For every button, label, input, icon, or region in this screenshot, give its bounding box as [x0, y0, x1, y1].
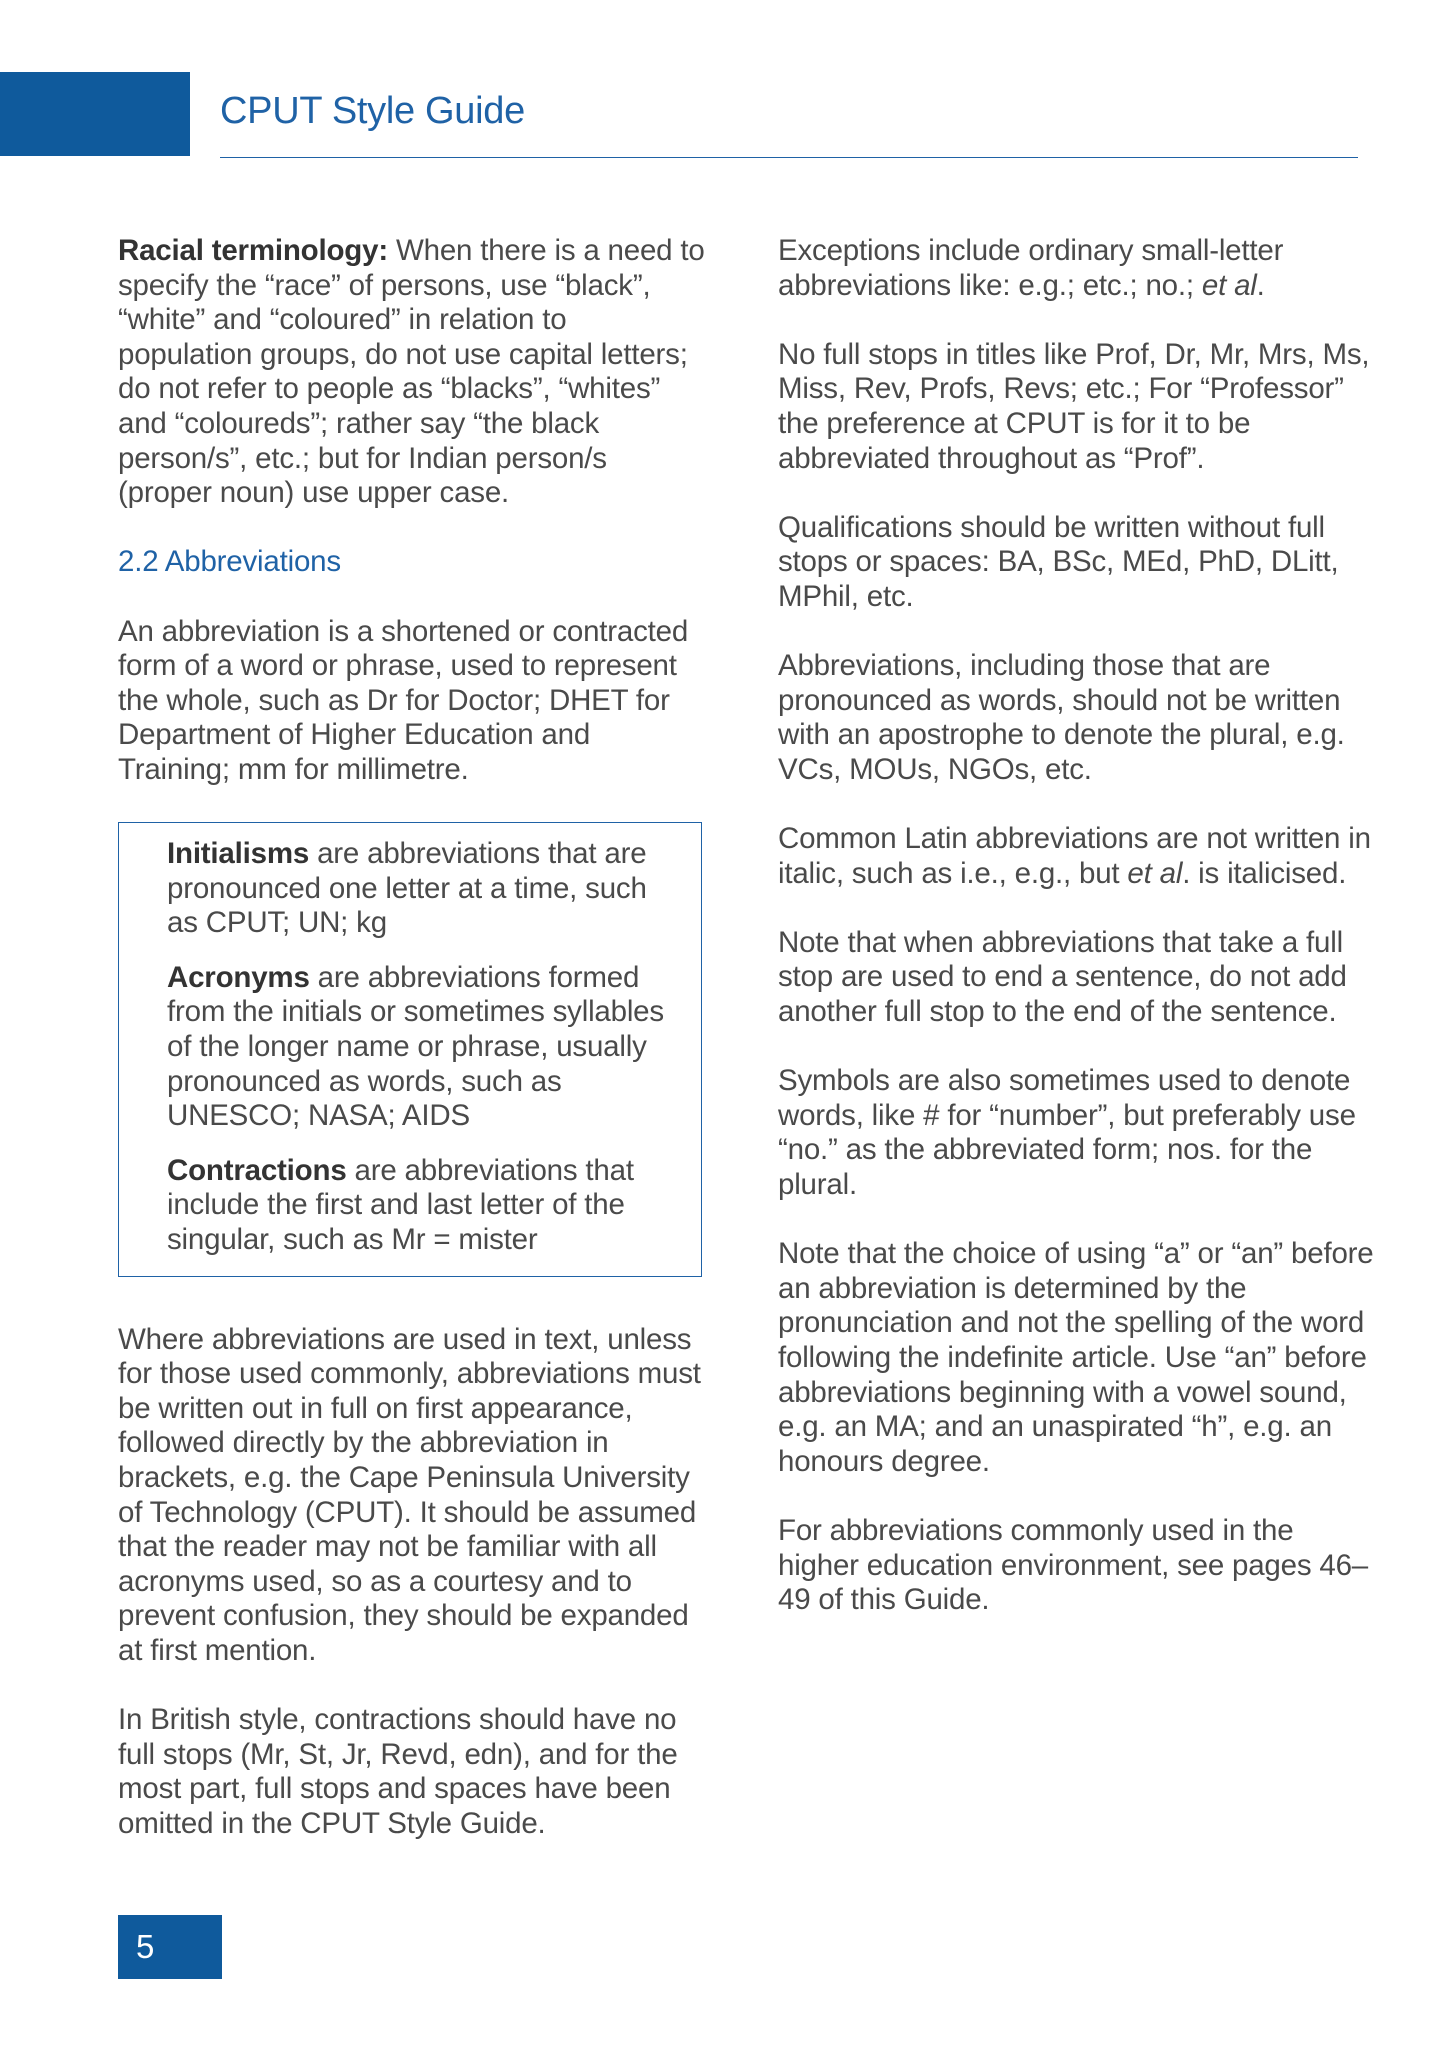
exceptions-text-end: . [1256, 268, 1265, 302]
right-column [778, 234, 1378, 1652]
contractions-definition [167, 1154, 681, 1258]
page-number: 5 [118, 1915, 222, 1979]
acronyms-definition [167, 961, 681, 1134]
term-acronyms: Acronyms [167, 960, 310, 994]
see-pages-paragraph: For abbreviations commonly used in the higher education environment, see pages 46–49 of this Guide. [778, 1513, 1369, 1617]
term-contractions: Contractions [167, 1153, 347, 1187]
et-al-italic: et al [1127, 856, 1183, 890]
latin-text: Common Latin abbreviations are not written in italic, such as i.e., e.g., but [778, 822, 1371, 890]
symbols-paragraph: Symbols are also sometimes used to denote words, like # for “number”, but preferably use “no.” as the abbreviated form; nos. for the plural. [778, 1064, 1356, 1202]
acronyms-text: are abbreviations formed from the initials or sometimes syllables of the longer name or phrase, usually pronounced as words, such as UNESCO; NASA; AIDS [167, 960, 664, 1133]
titles-paragraph: No full stops in titles like Prof, Dr, Mr, Mrs, Ms, Miss, Rev, Profs, Revs; etc.; For “Professor” the preference at CPUT is for it to be abbreviated throughout as “Prof”. [778, 337, 1370, 475]
section-heading-abbreviations: 2.2 Abbreviations [118, 545, 341, 579]
racial-terminology-text: When there is a need to specify the “race” of persons, use “black”, “white” and “coloured” in relation to population groups, do not use capital letters; do not refer to people as “blacks”, “whites” and “coloureds”; rather say “the black person/s”, etc.; but for Indian person/s (proper noun) use upper case. [118, 234, 705, 510]
initialisms-text: are abbreviations that are pronounced one letter at a time, such as CPUT; UN; kg [167, 837, 647, 940]
qualifications-paragraph: Qualifications should be written without full stops or spaces: BA, BSc, MEd, PhD, DLitt, MPhil, etc. [778, 510, 1339, 613]
header-divider [220, 157, 1358, 158]
sentence-end-paragraph: Note that when abbreviations that take a full stop are used to end a sentence, do not add another full stop to the end of the sentence. [778, 925, 1347, 1029]
abbreviation-definition-paragraph: An abbreviation is a shortened or contracted form of a word or phrase, used to represent the whole, such as Dr for Doctor; DHET for Department of Higher Education and Training; mm for millimetre. [118, 614, 689, 786]
british-style-paragraph: In British style, contractions should have no full stops (Mr, St, Jr, Revd, edn), and for the most part, full stops and spaces have been omitted in the CPUT Style Guide. [118, 1703, 678, 1840]
et-al-italic: et al [1201, 268, 1257, 302]
a-or-an-paragraph: Note that the choice of using “a” or “an” before an abbreviation is determined by the pronunciation and not the spelling of the word following the indefinite article. Use “an” before abbreviations beginning with a vowel sound, e.g. an MA; and an unaspirated “h”, e.g. an honours degree. [778, 1237, 1374, 1478]
initialisms-definition [167, 837, 681, 941]
header-accent-block [0, 72, 190, 156]
racial-terminology-paragraph [118, 234, 708, 511]
first-mention-paragraph: Where abbreviations are used in text, unless for those used commonly, abbreviations must be written out in full on first appearance, followed directly by the abbreviation in brackets, e.g. the Cape Peninsula University of Technology (CPUT). It should be assumed that the reader may not be familiar with all acronyms used, so as a courtesy and to prevent confusion, they should be expanded at first mention. [118, 1322, 701, 1667]
latin-abbreviations-paragraph [778, 822, 1378, 891]
definitions-box [118, 822, 702, 1277]
contractions-text: are abbreviations that include the first and last letter of the singular, such as Mr = mister [167, 1153, 634, 1257]
exceptions-text: Exceptions include ordinary small-letter abbreviations like: e.g.; etc.; no.; [778, 234, 1284, 302]
term-racial-terminology: Racial terminology: [118, 234, 388, 267]
exceptions-paragraph [778, 234, 1378, 303]
left-column [118, 234, 708, 1876]
plural-paragraph: Abbreviations, including those that are pronounced as words, should not be written with an apostrophe to denote the plural, e.g. VCs, MOUs, NGOs, etc. [778, 649, 1345, 786]
latin-text-end: . is italicised. [1182, 856, 1347, 890]
page-header-title: CPUT Style Guide [220, 90, 525, 132]
term-initialisms: Initialisms [167, 837, 310, 871]
